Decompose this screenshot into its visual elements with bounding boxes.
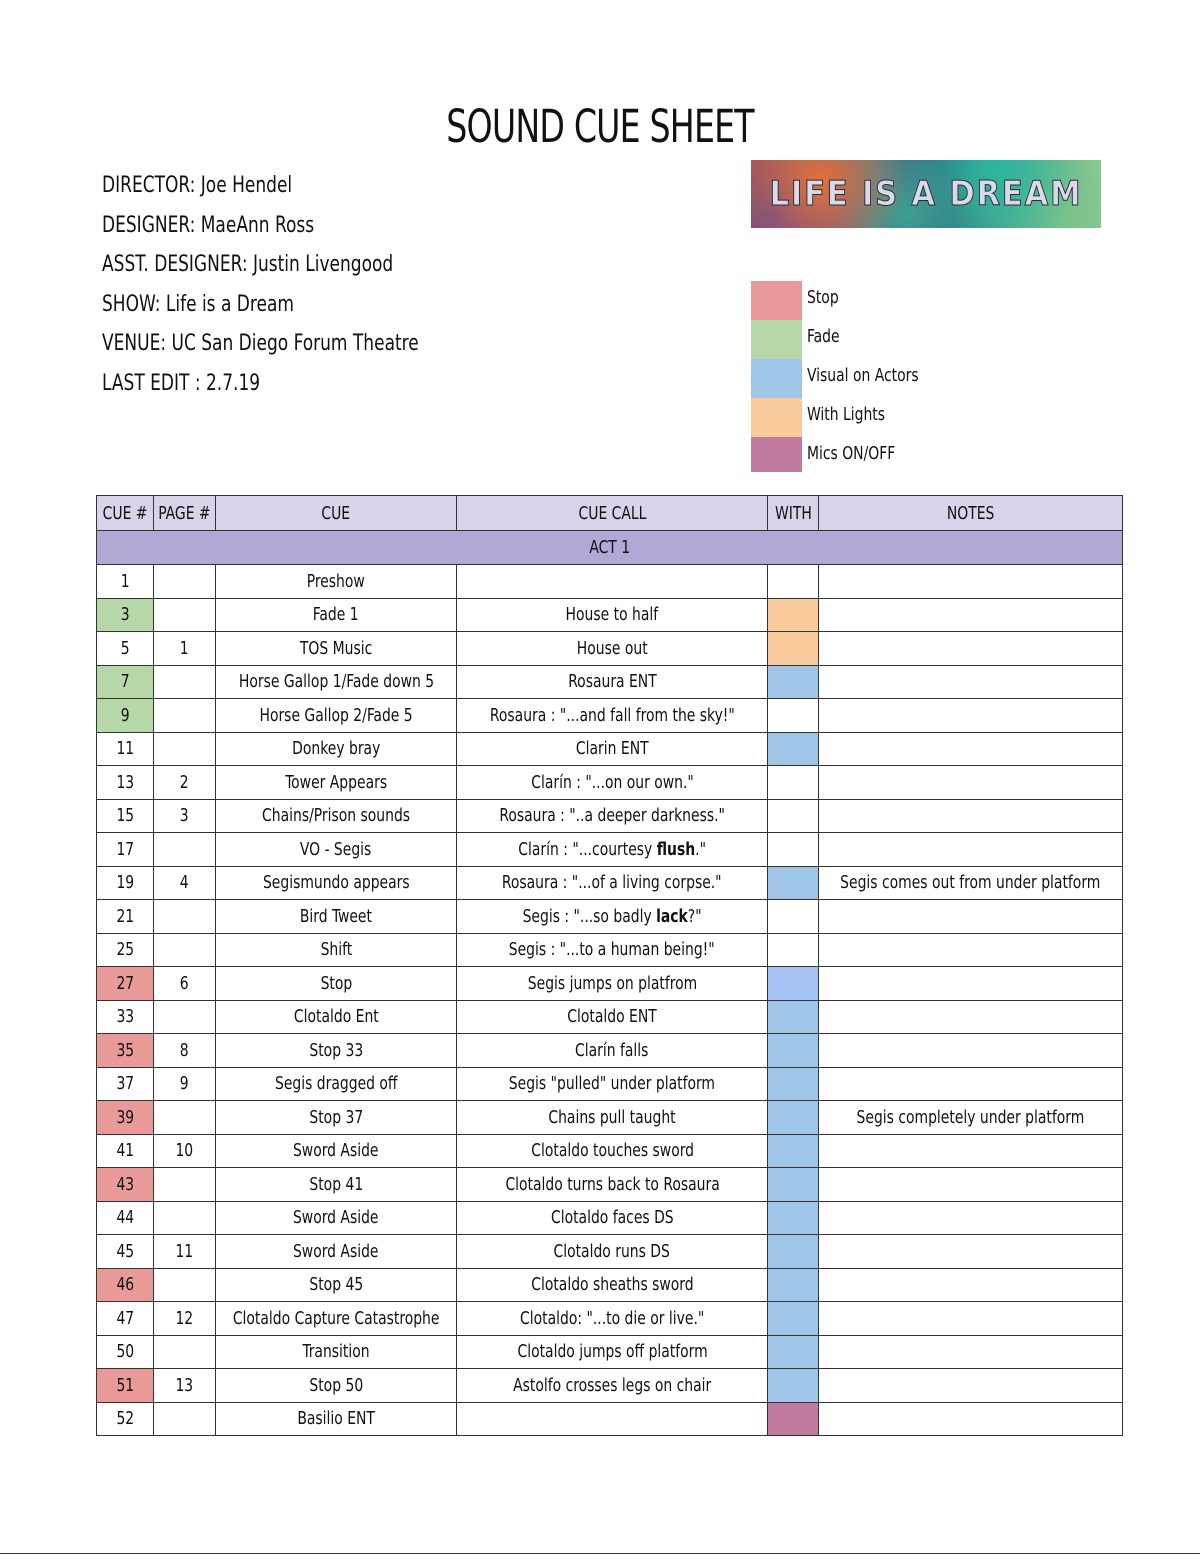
cue-num-cell: 3 xyxy=(97,598,154,632)
cue-call-cell xyxy=(457,1402,768,1436)
page-num-cell xyxy=(154,1000,216,1034)
notes-cell xyxy=(819,766,1123,800)
notes-cell: Segis completely under platform xyxy=(819,1101,1123,1135)
page-num-cell xyxy=(154,1335,216,1369)
cue-cell: Sword Aside xyxy=(215,1235,456,1269)
table-row xyxy=(97,1402,1123,1436)
notes-cell: Segis comes out from under platform xyxy=(819,866,1123,900)
with-cell xyxy=(768,1302,819,1336)
cue-cell: Donkey bray xyxy=(215,732,456,766)
legend-swatch xyxy=(751,359,802,398)
cue-cell: Stop 37 xyxy=(215,1101,456,1135)
cue-call-cell: House out xyxy=(457,632,768,666)
cue-cell: Basilio ENT xyxy=(215,1402,456,1436)
table-row xyxy=(97,1000,1123,1034)
show-logo-text: LIFE IS A DREAM xyxy=(769,174,1083,214)
table-row xyxy=(97,1235,1123,1269)
cue-num-cell: 41 xyxy=(97,1134,154,1168)
with-cell xyxy=(768,1168,819,1202)
cue-num-cell: 17 xyxy=(97,833,154,867)
with-cell xyxy=(768,1369,819,1403)
with-cell xyxy=(768,1101,819,1135)
cue-cell: Clotaldo Ent xyxy=(215,1000,456,1034)
with-cell xyxy=(768,833,819,867)
page-bottom-rule xyxy=(0,1553,1200,1554)
cue-num-cell: 27 xyxy=(97,967,154,1001)
cue-num-cell: 39 xyxy=(97,1101,154,1135)
director-line: DIRECTOR: Joe Hendel xyxy=(102,173,293,198)
col-header-page-num: PAGE # xyxy=(154,496,216,531)
cue-num-cell: 44 xyxy=(97,1201,154,1235)
cue-num-cell: 7 xyxy=(97,665,154,699)
notes-cell xyxy=(819,1268,1123,1302)
with-cell xyxy=(768,565,819,599)
cue-num-cell: 15 xyxy=(97,799,154,833)
cue-call-cell: Rosaura : "...of a living corpse." xyxy=(457,866,768,900)
cue-cell: Sword Aside xyxy=(215,1201,456,1235)
notes-cell xyxy=(819,967,1123,1001)
notes-cell xyxy=(819,1000,1123,1034)
page-num-cell: 9 xyxy=(154,1067,216,1101)
cue-call-cell: Clotaldo faces DS xyxy=(457,1201,768,1235)
table-row xyxy=(97,1369,1123,1403)
page-num-cell: 13 xyxy=(154,1369,216,1403)
cue-cell: Tower Appears xyxy=(215,766,456,800)
cue-call-cell: Clotaldo runs DS xyxy=(457,1235,768,1269)
page-num-cell: 6 xyxy=(154,967,216,1001)
with-cell xyxy=(768,732,819,766)
cue-call-cell: Segis : "...so badly lack?" xyxy=(457,900,768,934)
notes-cell xyxy=(819,933,1123,967)
notes-cell xyxy=(819,1034,1123,1068)
cue-call-cell: Clarín : "...on our own." xyxy=(457,766,768,800)
page-num-cell xyxy=(154,598,216,632)
page-num-cell xyxy=(154,900,216,934)
notes-cell xyxy=(819,1168,1123,1202)
page-num-cell xyxy=(154,833,216,867)
table-row xyxy=(97,866,1123,900)
cue-cell: Sword Aside xyxy=(215,1134,456,1168)
cue-call-cell: Clotaldo sheaths sword xyxy=(457,1268,768,1302)
venue-line: VENUE: UC San Diego Forum Theatre xyxy=(102,331,419,356)
last-edit-line: LAST EDIT : 2.7.19 xyxy=(102,370,261,396)
table-row xyxy=(97,1101,1123,1135)
table-row xyxy=(97,598,1123,632)
with-cell xyxy=(768,598,819,632)
notes-cell xyxy=(819,1335,1123,1369)
with-cell xyxy=(768,699,819,733)
cue-cell: Chains/Prison sounds xyxy=(215,799,456,833)
notes-cell xyxy=(819,598,1123,632)
table-row xyxy=(97,933,1123,967)
table-row xyxy=(97,1034,1123,1068)
page-num-cell xyxy=(154,1402,216,1436)
cue-num-cell: 45 xyxy=(97,1235,154,1269)
cue-num-cell: 19 xyxy=(97,866,154,900)
cue-call-cell: Clotaldo turns back to Rosaura xyxy=(457,1168,768,1202)
cue-cell: Stop 45 xyxy=(215,1268,456,1302)
cue-num-cell: 9 xyxy=(97,699,154,733)
cue-num-cell: 50 xyxy=(97,1335,154,1369)
legend-swatch xyxy=(751,398,802,437)
legend-label: Visual on Actors xyxy=(807,365,919,386)
legend-label: Fade xyxy=(807,326,840,347)
legend-label: Stop xyxy=(807,287,839,308)
page-num-cell: 3 xyxy=(154,799,216,833)
table-row xyxy=(97,565,1123,599)
cue-num-cell: 35 xyxy=(97,1034,154,1068)
page-num-cell: 1 xyxy=(154,632,216,666)
cue-num-cell: 5 xyxy=(97,632,154,666)
cue-cell: Stop 50 xyxy=(215,1369,456,1403)
cue-num-cell: 52 xyxy=(97,1402,154,1436)
legend-label: With Lights xyxy=(807,404,886,425)
cue-num-cell: 11 xyxy=(97,732,154,766)
page-num-cell: 11 xyxy=(154,1235,216,1269)
cue-call-cell: Clarín : "...courtesy flush." xyxy=(457,833,768,867)
cue-call-cell: Astolfo crosses legs on chair xyxy=(457,1369,768,1403)
table-row xyxy=(97,699,1123,733)
cue-call-cell: Segis jumps on platfrom xyxy=(457,967,768,1001)
notes-cell xyxy=(819,1369,1123,1403)
notes-cell xyxy=(819,1134,1123,1168)
cue-num-cell: 51 xyxy=(97,1369,154,1403)
table-row xyxy=(97,1168,1123,1202)
table-row xyxy=(97,833,1123,867)
page-title: SOUND CUE SHEET xyxy=(446,100,754,153)
table-row xyxy=(97,1268,1123,1302)
page-num-cell: 12 xyxy=(154,1302,216,1336)
with-cell xyxy=(768,766,819,800)
cue-call-cell: Clotaldo touches sword xyxy=(457,1134,768,1168)
act-label: ACT 1 xyxy=(97,531,1123,565)
table-row xyxy=(97,1302,1123,1336)
table-row xyxy=(97,766,1123,800)
cue-cell: Preshow xyxy=(215,565,456,599)
with-cell xyxy=(768,1034,819,1068)
cue-cell: Horse Gallop 2/Fade 5 xyxy=(215,699,456,733)
notes-cell xyxy=(819,833,1123,867)
cue-call-cell: Chains pull taught xyxy=(457,1101,768,1135)
page-num-cell: 10 xyxy=(154,1134,216,1168)
cue-call-cell: Clarin ENT xyxy=(457,732,768,766)
cue-num-cell: 25 xyxy=(97,933,154,967)
table-row xyxy=(97,967,1123,1001)
cue-call-cell: Clotaldo: "...to die or live." xyxy=(457,1302,768,1336)
table-row xyxy=(97,799,1123,833)
show-line: SHOW: Life is a Dream xyxy=(102,291,294,317)
page-num-cell xyxy=(154,933,216,967)
cue-cell: Bird Tweet xyxy=(215,900,456,934)
production-info xyxy=(102,168,662,405)
cue-num-cell: 13 xyxy=(97,766,154,800)
col-header-cue-call: CUE CALL xyxy=(457,496,768,531)
page-num-cell xyxy=(154,1268,216,1302)
cue-cell: Stop xyxy=(215,967,456,1001)
cue-call-cell: Rosaura ENT xyxy=(457,665,768,699)
cue-call-cell: Clotaldo jumps off platform xyxy=(457,1335,768,1369)
table-row xyxy=(97,900,1123,934)
table-row xyxy=(97,732,1123,766)
legend-label: Mics ON/OFF xyxy=(807,443,896,464)
notes-cell xyxy=(819,632,1123,666)
with-cell xyxy=(768,866,819,900)
cue-cell: Clotaldo Capture Catastrophe xyxy=(215,1302,456,1336)
table-row xyxy=(97,1201,1123,1235)
with-cell xyxy=(768,1335,819,1369)
table-row xyxy=(97,1335,1123,1369)
show-logo-banner xyxy=(751,160,1101,228)
cue-call-cell: House to half xyxy=(457,598,768,632)
cue-num-cell: 46 xyxy=(97,1268,154,1302)
designer-line: DESIGNER: MaeAnn Ross xyxy=(102,212,315,238)
page-num-cell xyxy=(154,699,216,733)
cue-cell: Fade 1 xyxy=(215,598,456,632)
page-num-cell xyxy=(154,732,216,766)
with-cell xyxy=(768,799,819,833)
table-row xyxy=(97,632,1123,666)
page-num-cell xyxy=(154,1101,216,1135)
with-cell xyxy=(768,632,819,666)
table-row xyxy=(97,1134,1123,1168)
with-cell xyxy=(768,1402,819,1436)
cue-call-cell: Rosaura : "..a deeper darkness." xyxy=(457,799,768,833)
cue-cell: Stop 33 xyxy=(215,1034,456,1068)
col-header-notes: NOTES xyxy=(819,496,1123,531)
cue-cell: Transition xyxy=(215,1335,456,1369)
notes-cell xyxy=(819,699,1123,733)
page-num-cell xyxy=(154,565,216,599)
notes-cell xyxy=(819,565,1123,599)
cue-call-cell: Clotaldo ENT xyxy=(457,1000,768,1034)
cue-cell: Segis dragged off xyxy=(215,1067,456,1101)
with-cell xyxy=(768,1067,819,1101)
notes-cell xyxy=(819,1302,1123,1336)
legend-swatch xyxy=(751,281,802,320)
notes-cell xyxy=(819,665,1123,699)
notes-cell xyxy=(819,732,1123,766)
with-cell xyxy=(768,1000,819,1034)
cue-cell: TOS Music xyxy=(215,632,456,666)
page-num-cell xyxy=(154,665,216,699)
cue-num-cell: 43 xyxy=(97,1168,154,1202)
cue-call-cell: Segis "pulled" under platform xyxy=(457,1067,768,1101)
cue-table xyxy=(96,495,1123,1436)
legend-swatch xyxy=(751,437,802,472)
cue-num-cell: 37 xyxy=(97,1067,154,1101)
page-num-cell: 8 xyxy=(154,1034,216,1068)
act-row xyxy=(97,531,1123,565)
notes-cell xyxy=(819,799,1123,833)
cue-num-cell: 1 xyxy=(97,565,154,599)
page-num-cell: 2 xyxy=(154,766,216,800)
cue-call-cell: Clarín falls xyxy=(457,1034,768,1068)
table-row xyxy=(97,1067,1123,1101)
cue-num-cell: 21 xyxy=(97,900,154,934)
notes-cell xyxy=(819,1235,1123,1269)
with-cell xyxy=(768,967,819,1001)
with-cell xyxy=(768,665,819,699)
notes-cell xyxy=(819,1402,1123,1436)
notes-cell xyxy=(819,1201,1123,1235)
with-cell xyxy=(768,1235,819,1269)
cue-call-cell: Rosaura : "...and fall from the sky!" xyxy=(457,699,768,733)
col-header-cue: CUE xyxy=(215,496,456,531)
legend-swatch xyxy=(751,320,802,359)
notes-cell xyxy=(819,900,1123,934)
cue-call-cell xyxy=(457,565,768,599)
asst-designer-line: ASST. DESIGNER: Justin Livengood xyxy=(102,252,394,277)
table-header-row xyxy=(97,496,1123,531)
col-header-cue-num: CUE # xyxy=(97,496,154,531)
cue-cell: Shift xyxy=(215,933,456,967)
with-cell xyxy=(768,1201,819,1235)
with-cell xyxy=(768,900,819,934)
col-header-with: WITH xyxy=(768,496,819,531)
table-row xyxy=(97,665,1123,699)
page-num-cell: 4 xyxy=(154,866,216,900)
cue-call-cell: Segis : "...to a human being!" xyxy=(457,933,768,967)
page-num-cell xyxy=(154,1168,216,1202)
cue-cell: Segismundo appears xyxy=(215,866,456,900)
notes-cell xyxy=(819,1067,1123,1101)
with-cell xyxy=(768,1268,819,1302)
cue-cell: VO - Segis xyxy=(215,833,456,867)
cue-num-cell: 33 xyxy=(97,1000,154,1034)
page-num-cell xyxy=(154,1201,216,1235)
with-cell xyxy=(768,933,819,967)
cue-num-cell: 47 xyxy=(97,1302,154,1336)
cue-cell: Stop 41 xyxy=(215,1168,456,1202)
cue-cell: Horse Gallop 1/Fade down 5 xyxy=(215,665,456,699)
with-cell xyxy=(768,1134,819,1168)
